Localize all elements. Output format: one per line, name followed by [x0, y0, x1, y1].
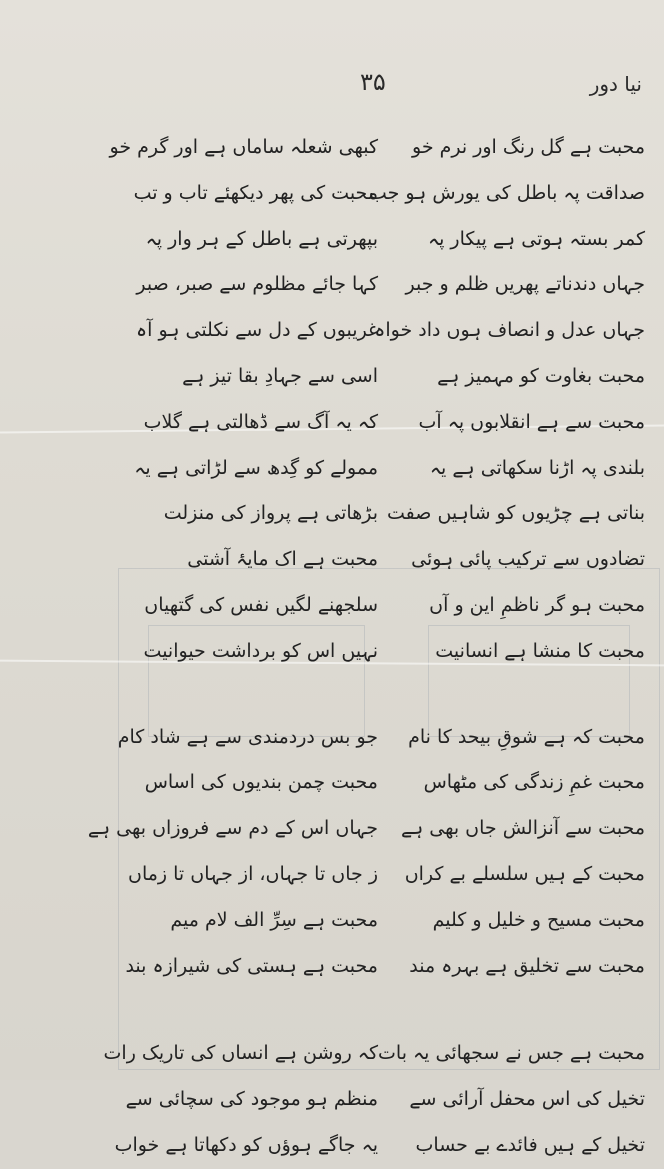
verse-line: محبت چمن بندیوں کی اساس — [144, 771, 378, 794]
verse-line: منظم ہو موجود کی سچائی سے — [125, 1088, 378, 1111]
verse-line: محبت سے تخلیق ہے بہرہ مند — [409, 954, 645, 977]
stanza-gap — [128, 989, 378, 1031]
verse-line: کہ روشن ہے انساں کی تاریک رات — [103, 1042, 378, 1065]
verse-line: تخیل کی اس محفل آرائی سے — [409, 1088, 645, 1111]
verse-line: محبت ہے ہستی کی شیرازہ بند — [125, 954, 378, 977]
verse-line: محبت کہ ہے شوقِ بیحد کا نام — [408, 725, 645, 748]
poem-column-right — [368, 125, 645, 1169]
verse-line: محبت ہے گل رنگ اور نرم خو — [412, 136, 645, 158]
verse-line: یہ جاگے ہوؤں کو دکھاتا ہے خواب — [114, 1133, 378, 1156]
page-number: ۳۵ — [360, 68, 386, 96]
verse-line: بپھرتی ہے باطل کے ہر وار پہ — [145, 227, 378, 250]
verse-line: تخیل کے ہیں فائدے بے حساب — [415, 1133, 645, 1156]
verse-line: محبت مسیح و خلیل و کلیم — [432, 908, 645, 931]
verse-line: نہیں اس کو برداشت حیوانیت — [143, 639, 378, 662]
verse-line: محبت بغاوت کو مہمیز ہے — [437, 364, 645, 387]
verse-line: صداقت پہ باطل کی یورش ہو جب — [368, 181, 645, 204]
verse-line: بلندی پہ اڑنا سکھاتی ہے یہ — [429, 456, 645, 479]
verse-line: تضادوں سے ترکیب پائی ہوئی — [411, 548, 645, 571]
poem-column-left — [87, 125, 378, 1169]
verse-line: بناتی ہے چڑیوں کو شاہیں صفت — [387, 502, 645, 525]
stanza-2 — [87, 715, 378, 990]
verse-line: محبت ہے جس نے سجھائی یہ بات — [378, 1042, 645, 1065]
stanza-gap — [400, 675, 645, 715]
verse-line: غریبوں کے دل سے نکلتی ہو آہ — [136, 319, 378, 342]
verse-line: محبت کا منشا ہے انسانیت — [435, 639, 645, 662]
stanza-gap — [128, 675, 378, 715]
verse-line: کہ یہ آگ سے ڈھالتی ہے گلاب — [143, 410, 378, 433]
verse-line: ممولے کو گِدھ سے لڑاتی ہے یہ — [134, 456, 378, 479]
page-header — [0, 68, 664, 108]
verse-line: کبھی شعلہ ساماں ہے اور گرم خو — [109, 136, 378, 158]
running-title: نیا دور — [589, 72, 642, 96]
stanza-2 — [400, 715, 645, 990]
verse-line: بڑھاتی ہے پرواز کی منزلت — [163, 502, 378, 525]
stanza-3 — [378, 1031, 645, 1168]
verse-line: ز جاں تا جہاں، از جہاں تا زماں — [127, 862, 378, 885]
verse-line: اسی سے جہادِ بقا تیز ہے — [182, 364, 378, 387]
stanza-1 — [368, 125, 645, 675]
verse-line: محبت کے ہیں سلسلے بے کراں — [404, 862, 645, 885]
stanza-3 — [103, 1031, 378, 1168]
stanza-gap — [400, 989, 645, 1031]
verse-line: سلجھنے لگیں نفس کی گتھیاں — [144, 593, 378, 616]
stanza-1 — [109, 125, 378, 675]
verse-line: محبت غمِ زندگی کی مٹھاس — [423, 771, 645, 794]
verse-line: جو بس دردمندی سے ہے شاد کام — [117, 725, 378, 748]
verse-line: کہا جائے مظلوم سے صبر، صبر — [136, 273, 378, 296]
verse-line: محبت ہو گر ناظمِ این و آں — [429, 593, 645, 616]
verse-line: محبت کی پھر دیکھئے تاب و تب — [133, 181, 378, 204]
verse-line: کمر بستہ ہوتی ہے پیکار پہ — [427, 227, 645, 250]
verse-line: محبت سے آنزالش جاں بھی ہے — [400, 817, 645, 840]
verse-line: محبت سے ہے انقلابوں پہ آب — [418, 410, 645, 433]
verse-line: محبت ہے اک مایۂ آشتی — [187, 548, 378, 571]
verse-line: جہاں دندناتے پھریں ظلم و جبر — [405, 273, 645, 296]
verse-line: جہاں عدل و انصاف ہوں داد خواہ — [374, 319, 645, 342]
verse-line: جہاں اس کے دم سے فروزاں بھی ہے — [87, 817, 378, 840]
verse-line: محبت ہے سِرِّ الف لام میم — [170, 908, 378, 931]
